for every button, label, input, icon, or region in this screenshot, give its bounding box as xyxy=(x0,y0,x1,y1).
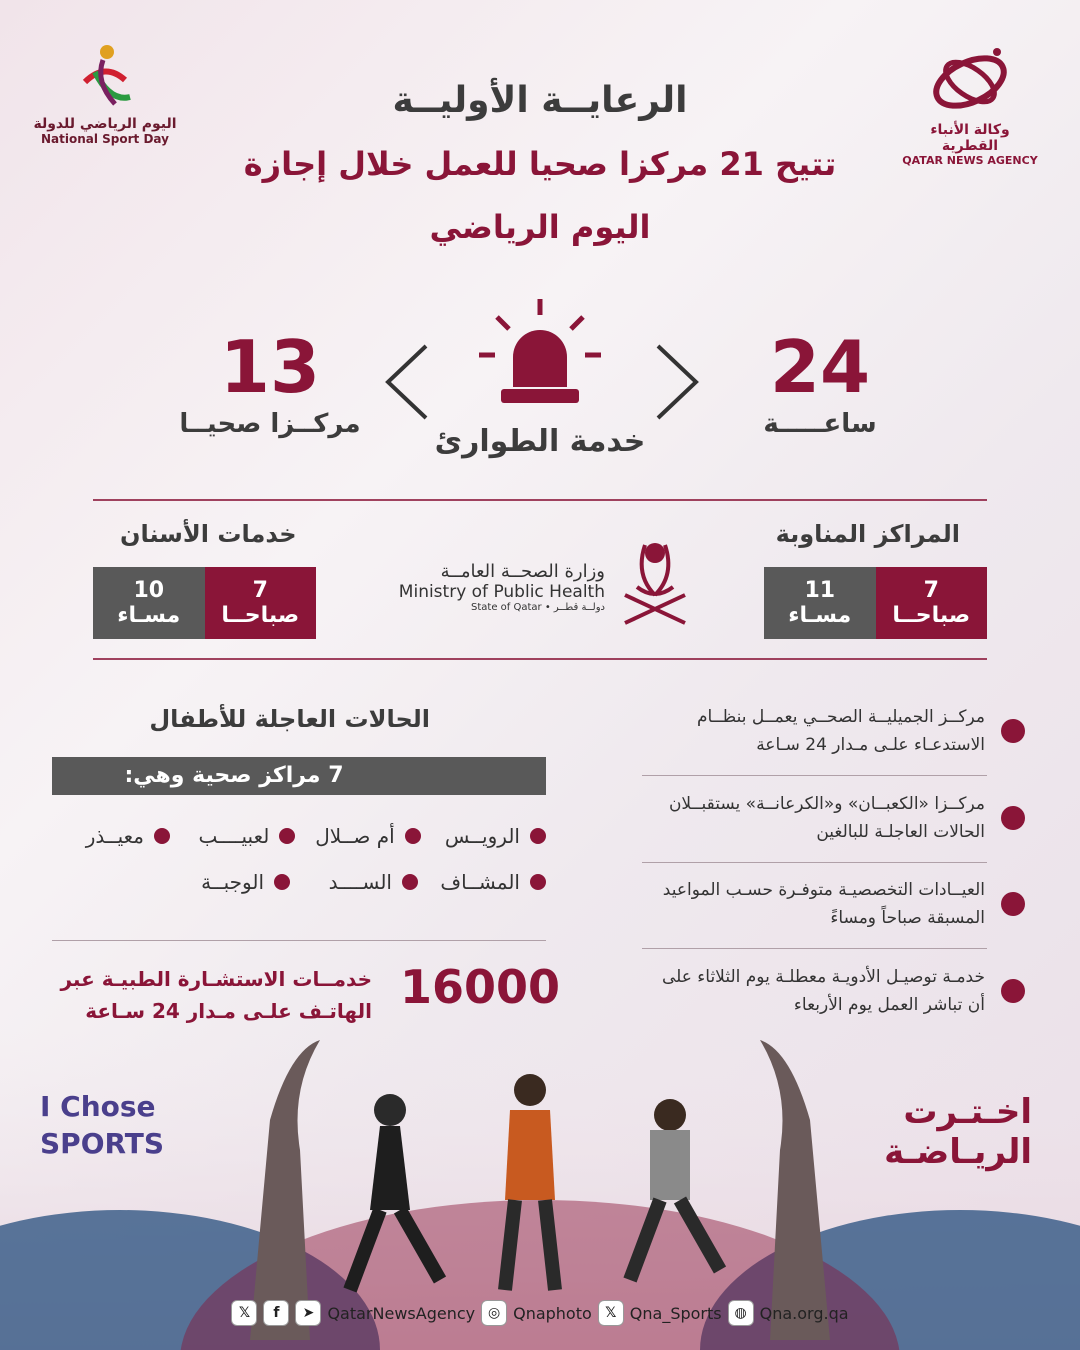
qatar-emblem-icon xyxy=(615,535,695,627)
headline-line-1: الرعايــة الأوليــة xyxy=(392,80,688,121)
kids-centers-bar: 7 مراكز صحية وهي: xyxy=(52,757,546,795)
bullet-dot-icon xyxy=(274,874,290,890)
section-divider xyxy=(93,658,987,660)
list-item xyxy=(303,824,421,848)
moph-logo xyxy=(390,535,700,635)
nsd-english-name: National Sport Day xyxy=(41,132,169,146)
siren-icon xyxy=(475,295,605,410)
qna-arabic-name: وكالة الأنباء القطرية xyxy=(930,122,1010,154)
on-duty-morning xyxy=(876,567,988,639)
x-icon[interactable]: 𝕏 xyxy=(231,1300,257,1326)
kids-separator xyxy=(52,940,546,941)
center-name: المشــاف xyxy=(440,870,520,894)
sports-text: SPORTS xyxy=(40,1127,165,1160)
centers-stat xyxy=(170,325,370,439)
on-duty-evening-label: مسـاء xyxy=(788,603,852,628)
emergency-service xyxy=(420,295,660,459)
dental-morning-value: 7 xyxy=(252,578,268,603)
on-duty-morning-value: 7 xyxy=(923,578,939,603)
center-name: الســــد xyxy=(328,870,392,894)
instagram-icon[interactable]: ◎ xyxy=(481,1300,507,1326)
dental-title: خدمات الأسنان xyxy=(120,520,297,548)
bullet-text: مركــز الجميليــة الصحــي يعمــل بنظــام الاستدعـاء علـى مـدار 24 سـاعة xyxy=(696,707,985,755)
ikhtart-line-2: الريـاضـة xyxy=(884,1132,1032,1172)
qna-emblem-icon xyxy=(925,42,1015,114)
centers-value: 13 xyxy=(219,325,321,409)
hotline-number: 16000 xyxy=(400,960,561,1014)
list-item xyxy=(300,870,418,894)
x-icon[interactable]: 𝕏 xyxy=(598,1300,624,1326)
dental-evening xyxy=(93,567,205,639)
qna-logo xyxy=(900,42,1040,167)
list-item xyxy=(428,870,546,894)
centers-label: مركــزا صحيــا xyxy=(179,409,361,439)
social-footer xyxy=(0,1300,1080,1326)
kids-centers-list xyxy=(52,824,546,916)
ikhtart-line-1: اخـتـرت xyxy=(903,1092,1032,1132)
headline-line-3: اليوم الرياضي xyxy=(429,208,651,246)
on-duty-title: المراكز المناوبة xyxy=(775,520,960,548)
bullet-dot-icon xyxy=(1001,979,1025,1003)
list-item xyxy=(172,870,290,894)
hours-stat xyxy=(740,325,900,439)
list-item xyxy=(52,824,170,848)
dental-hours-box xyxy=(93,567,316,639)
dental-evening-value: 10 xyxy=(133,578,165,603)
dental-evening-label: مسـاء xyxy=(117,603,181,628)
main-handle-link[interactable]: QatarNewsAgency xyxy=(327,1303,476,1323)
ikhtart-logo xyxy=(832,1092,1032,1172)
bullet-dot-icon xyxy=(279,828,295,844)
chevron-left-icon xyxy=(378,340,434,424)
bullet-dot-icon xyxy=(1001,806,1025,830)
on-duty-evening xyxy=(764,567,876,639)
center-name: لعبيــــب xyxy=(198,824,270,848)
center-name: معيــذر xyxy=(85,824,144,848)
bullet-dot-icon xyxy=(402,874,418,890)
photo-handle-link[interactable]: Qnaphoto xyxy=(513,1303,592,1323)
nsd-arabic-name: اليوم الرياضي للدولة xyxy=(33,116,177,132)
dental-morning-label: صباحــا xyxy=(221,603,300,628)
bullet-dot-icon xyxy=(530,874,546,890)
list-item xyxy=(428,824,546,848)
sports-handle-link[interactable]: Qna_Sports xyxy=(629,1303,722,1323)
i-chose-sports-logo xyxy=(40,1090,164,1160)
i-chose-text: I Chose xyxy=(40,1090,156,1123)
bullet-dot-icon xyxy=(1001,892,1025,916)
hours-value: 24 xyxy=(769,325,871,409)
dental-morning xyxy=(205,567,317,639)
emergency-label: خدمة الطوارئ xyxy=(434,424,646,459)
bullet-text: العيــادات التخصصيـة متوفـرة حسـب المواعيد المسبقة صباحاً ومساءً xyxy=(662,880,985,928)
moph-arabic-name: وزارة الصحــة العامــة xyxy=(440,561,605,582)
runner-logo-icon xyxy=(65,42,145,112)
center-name: أم صــلال xyxy=(315,824,395,848)
moph-state: State of Qatar • دولــة قطــر xyxy=(471,602,605,613)
headline-line-2: تتيح 21 مركزا صحيا للعمل خلال إجازة xyxy=(243,145,837,183)
website-link[interactable]: Qna.org.qa xyxy=(759,1303,849,1323)
section-divider xyxy=(93,499,987,501)
bullet-dot-icon xyxy=(1001,719,1025,743)
info-bullet xyxy=(640,790,1025,846)
bullet-text: مركــزا «الكعبــان» و«الكرعانــة» يستقبــلان الحالات العاجلـة للبالغين xyxy=(668,794,985,842)
info-bullet xyxy=(640,876,1025,932)
bullet-separator xyxy=(642,775,987,776)
bullet-dot-icon xyxy=(405,828,421,844)
info-bullet xyxy=(640,703,1025,759)
info-bullet xyxy=(640,963,1025,1019)
bullet-dot-icon xyxy=(530,828,546,844)
telegram-icon[interactable]: ➤ xyxy=(295,1300,321,1326)
hours-label: ساعـــــة xyxy=(763,409,877,439)
on-duty-morning-label: صباحــا xyxy=(892,603,971,628)
moph-english-name: Ministry of Public Health xyxy=(398,582,605,602)
qna-english-name: QATAR NEWS AGENCY xyxy=(902,154,1038,167)
center-name: الوجبــة xyxy=(201,870,264,894)
globe-icon[interactable]: ◍ xyxy=(728,1300,754,1326)
bullet-separator xyxy=(642,862,987,863)
bullet-dot-icon xyxy=(154,828,170,844)
list-item xyxy=(177,824,295,848)
kids-emergency-title: الحالات العاجلة للأطفال xyxy=(149,705,430,733)
national-sport-day-logo xyxy=(30,42,180,146)
on-duty-evening-value: 11 xyxy=(804,578,836,603)
on-duty-hours-box xyxy=(764,567,987,639)
hotline-description: خدمــات الاستشـارة الطبيـة عبر الهاتـف علـى مـدار 24 سـاعة xyxy=(60,967,372,1023)
center-name: الرويــس xyxy=(444,824,520,848)
bullet-text: خدمـة توصيـل الأدويـة معطلـة يوم الثلاثاء على أن تباشر العمل يوم الأربعاء xyxy=(661,967,985,1015)
bullet-separator xyxy=(642,948,987,949)
facebook-icon[interactable]: f xyxy=(263,1300,289,1326)
